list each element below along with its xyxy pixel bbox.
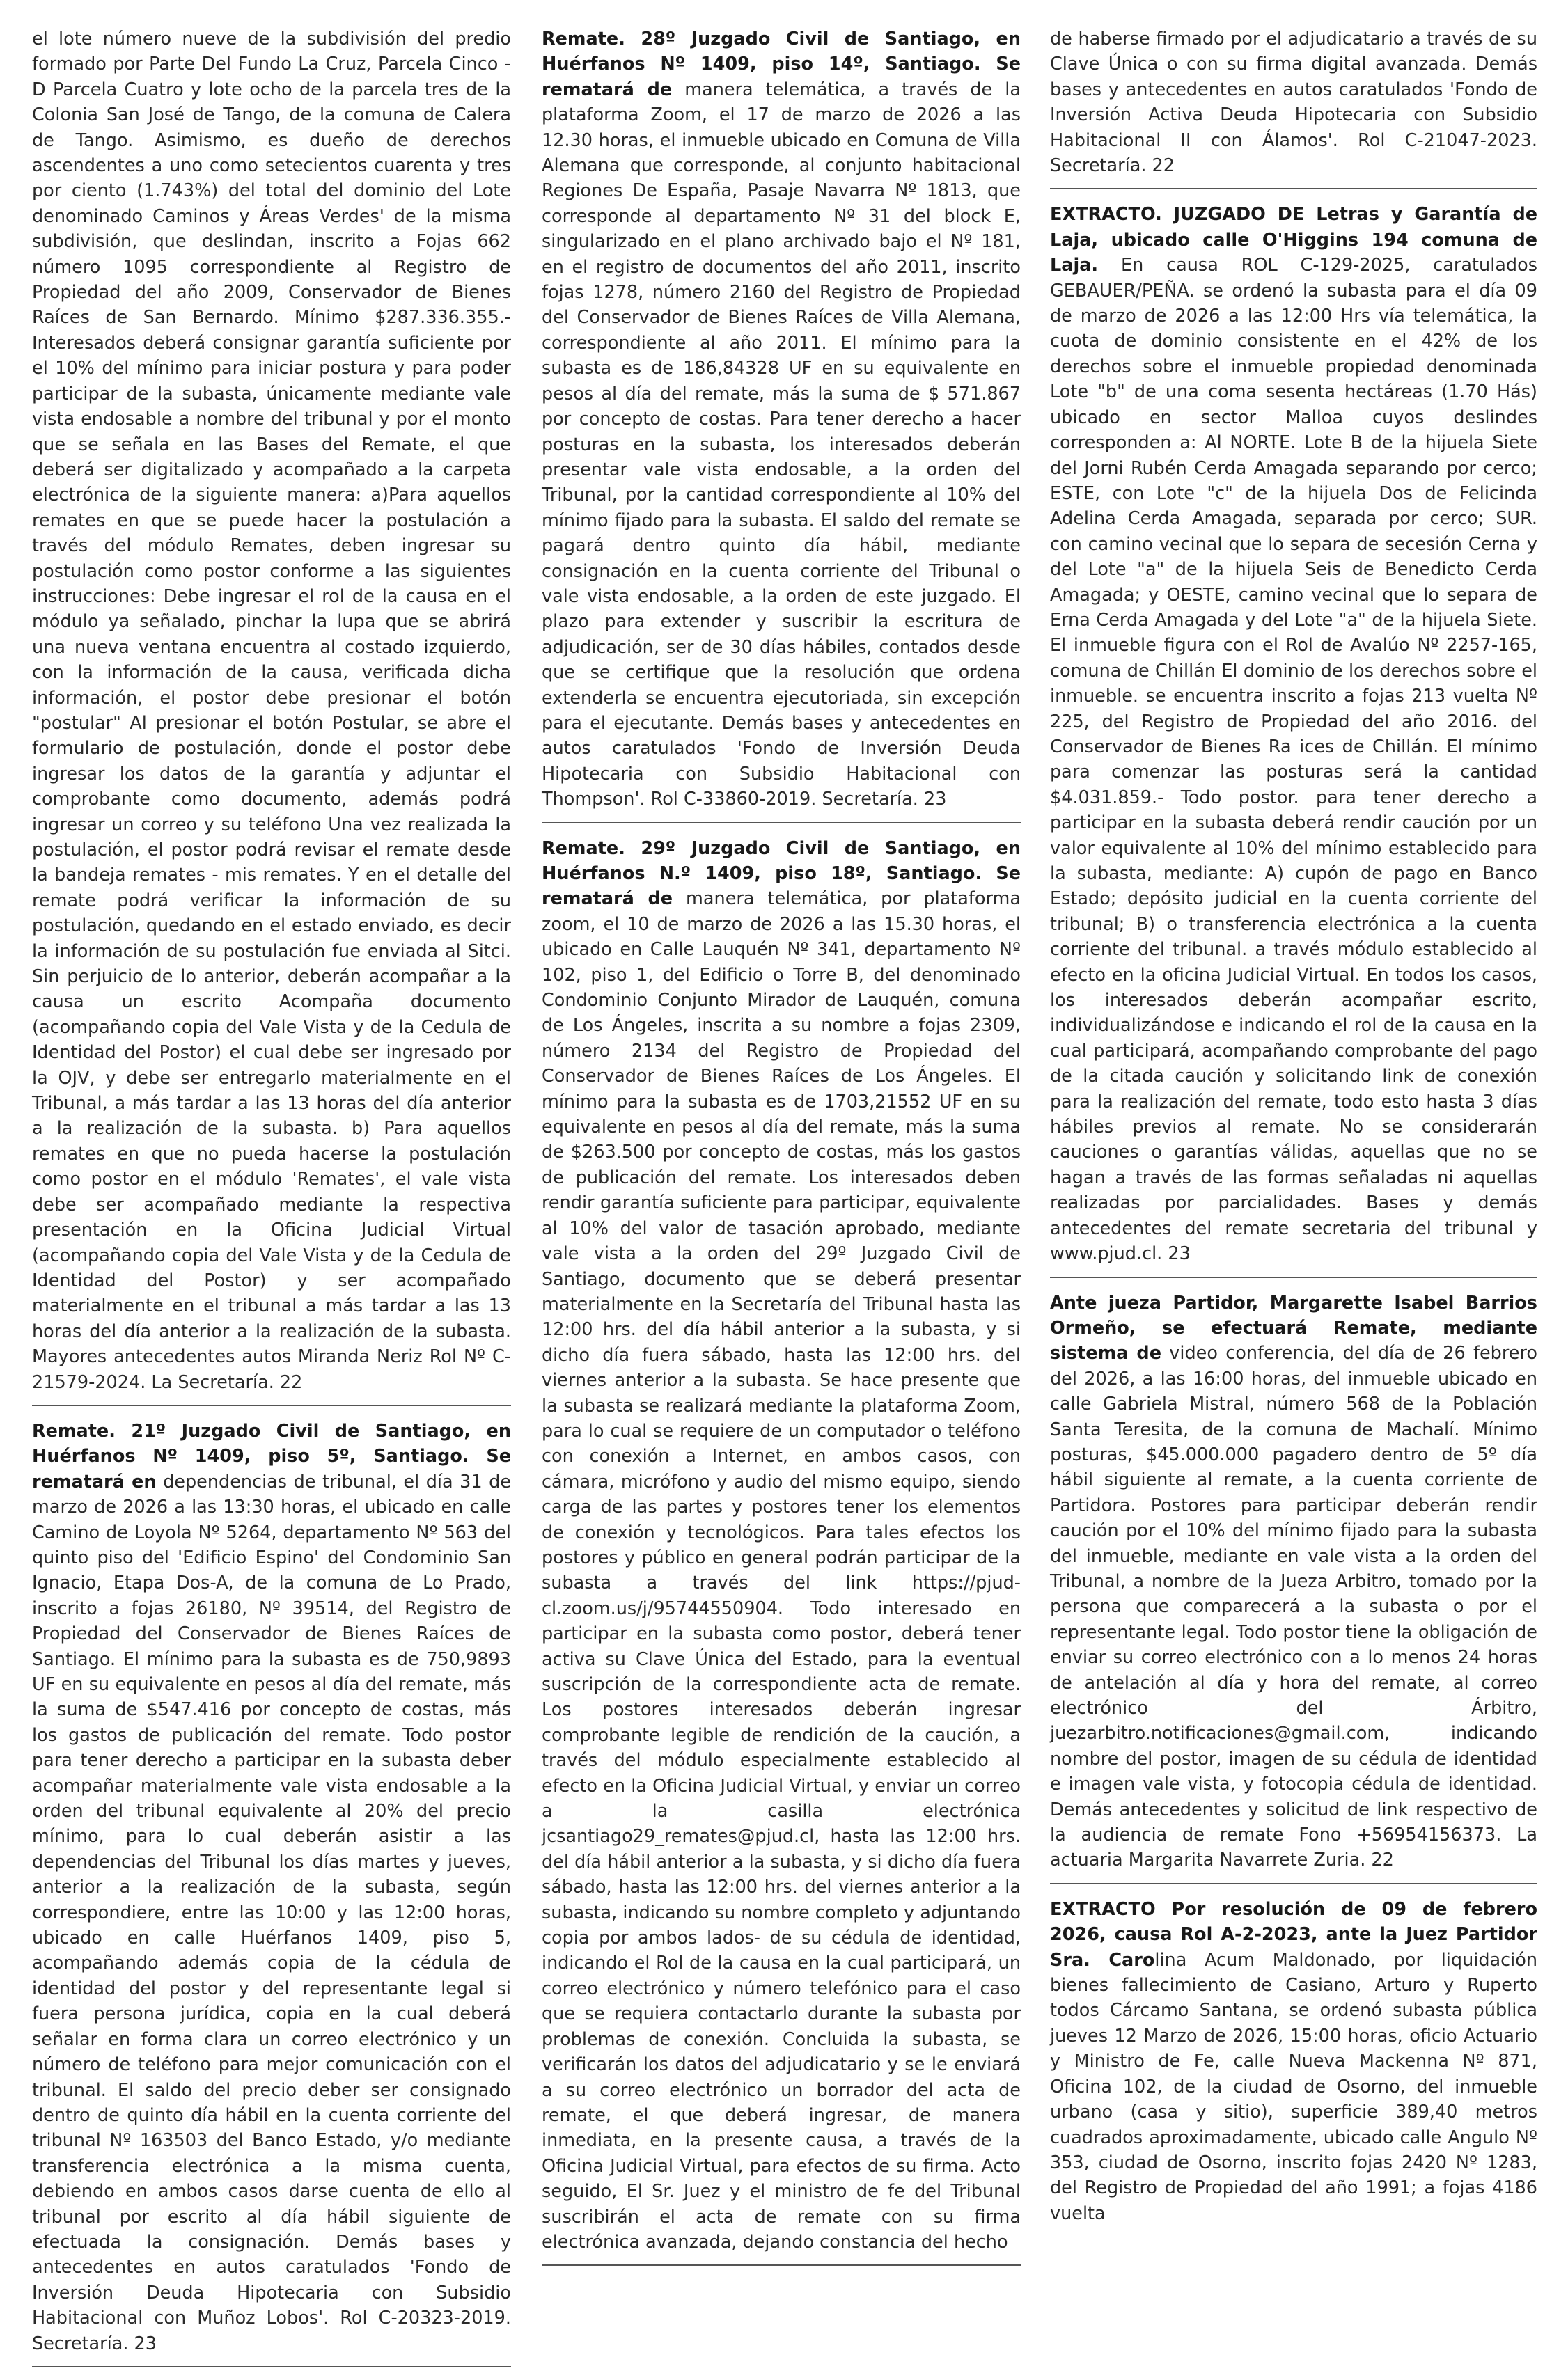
notice-body: manera telemática, por plataforma zoom, el 10 de marzo de 2026 a las 15.30 horas, el ubicado en Calle Lauquén Nº 341, departamento Nº 102, piso 1, del Edificio o Torre B, del denominado Condominio Conjunto Mirador de Lauquén, comuna de Los Ángeles, inscrita a su nombre a fojas 2309, número 2134 del Registro de Propiedad del Conservador de Bienes Raíces de Los Ángeles. El mínimo para la subasta es de 1703,21552 UF en su equivalente en pesos al día del remate, más la suma de $263.500 por concepto de costas, más los gastos de publicación del remate. Los interesados deben rendir garantía suficiente para participar, equivalente al 10% del valor de tasación aprobado, mediante vale vista a la orden del 29º Juzgado Civil de Santiago, documento que se deberá presentar materialmente en la Secretaría del Tribunal hasta las 12:00 hrs. del día hábil anterior a la subasta, y si dicho día fuera sábado, hasta las 12:00 hrs. del viernes anterior a la subasta. Se hace presente que la subasta se realizará mediante la plataforma Zoom, para lo cual se requiere de un computador o teléfono con conexión a Internet, en ambos casos, con cámara, micrófono y audio del mismo equipo, siendo carga de las partes y postores tener los elementos de conexión y tecnológicos. Para tales efectos los postores y público en general podrán participar de la subasta a través del link https://pjud-cl.zoom.us/j/95744550904. Todo interesado en participar en la subasta como postor, deberá tener activa su Clave Única del Estado, para la eventual suscripción de la correspondiente acta de remate. Los postores interesados deberán ingresar comprobante legible de rendición de la caución, a través del módulo especialmente establecido al efecto en la Oficina Judicial Virtual, y enviar un correo a la casilla electrónica jcsantiago29_remates@pjud.cl, hasta las 12:00 hrs. del día hábil anterior a la subasta, y si dicho día fuera sábado, hasta las 12:00 hrs. del viernes anterior a la subasta, indicando su nombre completo y adjuntando copia por ambos lados- de su cédula de identidad, indicando el Rol de la causa en la cual participará, un correo electrónico y número telefónico para el caso que se requiera contactarlo durante la subasta por problemas de conexión. Concluida la subasta, se verificarán los datos del adjudicatario y se le enviará a su correo electrónico un borrador del acta de remate, el que deberá ingresar, de manera inmediata, en la presente causa, a través de la Oficina Judicial Virtual, para efectos de su firma. Acto seguido, El Sr. Juez y el ministro de fe del Tribunal suscribirán el acta de remate con su firma electrónica avanzada, dejando constancia del hecho [542,888,1021,2253]
notice-divider [1050,1883,1537,1884]
notice-heading: Remate. 21º Juzgado Civil de Santiago, en Huérfanos Nº 1409, piso 5º, Santiago. Se rematará en [32,1420,511,1492]
notice-heading: Remate. 28º Juzgado Civil de Santiago, en Huérfanos Nº 1409, piso 14º, Santiago. Se rematará de [542,29,1021,100]
notice-heading: EXTRACTO. JUZGADO DE Letras y Garantía de Laja, ubicado calle O'Higgins 194 comuna de Laja. [1050,204,1537,276]
notice-heading: Remate. 29º Juzgado Civil de Santiago, en Huérfanos N.º 1409, piso 18º, Santiago. Se rematará de [542,837,1021,910]
notice-divider [1050,188,1537,189]
notice-29-juzgado-civil [542,836,1021,2255]
notice-21-juzgado-civil [32,1419,511,2356]
notice-heading: EXTRACTO Por resolución de 09 de febrero 2026, causa Rol A-2-2023, ante la Juez Partidor Sra. Caro [1050,1898,1537,1971]
column-right [1050,26,1537,2226]
notice-28-juzgado-civil [542,26,1021,812]
notice-body: el lote número nueve de la subdivisión del predio formado por Parte Del Fundo La Cruz, Parcela Cinco -D Parcela Cuatro y lote ocho de la parcela tres de la Colonia San José de Tango, de la comuna de Calera de Tango. Asimismo, es dueño de derechos ascendentes a uno como setecientos cuarenta y tres por ciento (1.743%) del total del dominio del Lote denominado Caminos y Áreas Verdes' de la misma subdivisión, que deslindan, inscrito a Fojas 662 número 1095 correspondiente al Registro de Propiedad del año 2009, Conservador de Bienes Raíces de San Bernardo. Mínimo $287.336.355.- Interesados deberá consignar garantía suficiente por el 10% del mínimo para iniciar postura y para poder participar de la subasta, únicamente mediante vale vista endosable a nombre del tribunal y por el monto que se señala en las Bases del Remate, el que deberá ser digitalizado y acompañado a la carpeta electrónica de la siguiente manera: a)Para aquellos remates en que se puede hacer la postulación a través del módulo Remates, deben ingresar su postulación como postor conforme a las siguientes instrucciones: Debe ingresar el rol de la causa en el módulo ya señalado, pinchar la lupa que se abrirá una nueva ventana encuentra al costado izquierdo, con la información de la causa, verificada dicha información, el postor debe presionar el botón "postular" Al presionar el botón Postular, se abre el formulario de postulación, donde el postor debe ingresar los datos de la garantía y adjuntar el comprobante como documento, además podrá ingresar un correo y su teléfono Una vez realizada la postulación, el postor podrá revisar el remate desde la bandeja remates - mis remates. Y en el detalle del remate podrá verificar la información de su postulación, quedando en el estado enviado, es decir la información de su postulación fue enviada al Sitci. Sin perjuicio de lo anterior, deberán acompañar a la causa un escrito Acompaña documento (acompañando copia del Vale Vista y de la Cedula de Identidad del Postor) el cual debe ser ingresado por la OJV, y debe ser entregarlo materialmente en el Tribunal, a más tardar a las 13 horas del día anterior a la realización de la subasta. b) Para aquellos remates en que no pueda hacerse la postulación como postor en el módulo 'Remates', el vale vista debe ser acompañado mediante la respectiva presentación en la Oficina Judicial Virtual (acompañando copia del Vale Vista y de la Cedula de Identidad del Postor) y ser acompañado materialmente en el tribunal a más tardar a las 13 horas del día anterior a la realización de la subasta. Mayores antecedentes autos Miranda Neriz Rol Nº C-21579-2024. La Secretaría. 22 [32,29,511,1393]
notice-heading: Ante jueza Partidor, Margarette Isabel Barrios Ormeño, se efectuará Remate, mediante sistema de [1050,1292,1537,1364]
notice-body: lina Acum Maldonado, por liquidación bienes fallecimiento de Casiano, Arturo y Ruperto todos Cárcamo Santana, se ordenó subasta pública jueves 12 Marzo de 2026, 15:00 horas, oficio Actuario y Ministro de Fe, calle Nueva Mackenna Nº 871, Oficina 102, de la ciudad de Osorno, del inmueble urbano (casa y sitio), superficie 389,40 metros cuadrados aproximadamente, ubicado calle Angulo Nº 353, ciudad de Osorno, inscrito fojas 2420 Nº 1283, del Registro de Propiedad del año 1991; a fojas 4186 vuelta [1050,1949,1537,2224]
notice-body: video conferencia, del día de 26 febrero del 2026, a las 16:00 horas, del inmueble ubicado en calle Gabriela Mistral, número 568 de la Población Santa Teresita, de la comuna de Machalí. Mínimo posturas, $45.000.000 pagadero dentro de 5º día hábil siguiente al remate, a la cuenta corriente de Partidora. Postores para participar deberán rendir caución por el 10% del mínimo fijado para la subasta del inmueble, mediante en vale vista a la orden del Tribunal, a nombre de la Jueza Arbitro, tomado por la persona que comparecerá a la subasta o por el representante legal. Todo postor tiene la obligación de enviar su correo electrónico con a lo menos 24 horas de antelación al día y hora del remate, al correo electrónico del Árbitro, juezarbitro.notificaciones@gmail.com, indicando nombre del postor, imagen de su cédula de identidad e imagen vale vista, y fotocopia cédula de identidad. Demás antecedentes y solicitud de link respectivo de la audiencia de remate Fono +56954156373. La actuaria Margarita Navarrete Zuria. 22 [1050,1343,1537,1871]
notice-divider [542,822,1021,823]
notice-continued-alamos [1050,26,1537,178]
notice-body: dependencias de tribunal, el día 31 de marzo de 2026 a las 13:30 horas, el ubicado en calle Camino de Loyola Nº 5264, departamento Nº 563 del quinto piso del 'Edificio Espino' del Condominio San Ignacio, Etapa Dos-A, de la comuna de Lo Prado, inscrito a fojas 26180, Nº 39514, del Registro de Propiedad del Conservador de Bienes Raíces de Santiago. El mínimo para la subasta es de 750,9893 UF en su equivalente en pesos al día del remate, más la suma de $547.416 por concepto de costas, más los gastos de publicación del remate. Todo postor para tener derecho a participar en la subasta deber acompañar materialmente vale vista endosable a la orden del tribunal equivalente al 20% del precio mínimo, para lo cual deberán asistir a las dependencias del Tribunal los días martes y jueves, anterior a la realización de la subasta, según correspondiere, entre las 10:00 y las 12:00 horas, ubicado en calle Huérfanos 1409, piso 5, acompañando además copia de la cédula de identidad del postor y del representante legal si fuera persona jurídica, copia en la cual deberá señalar en forma clara un correo electrónico y un número de teléfono para mejor comunicación con el tribunal. El saldo del precio deber ser consignado dentro de quinto día hábil en la cuenta corriente del tribunal Nº 163503 del Banco Estado, y/o mediante transferencia electrónica a la misma cuenta, debiendo en ambos casos darse cuenta de ello al tribunal por escrito al día hábil siguiente de efectuada la consignación. Demás bases y antecedentes en autos caratulados 'Fondo de Inversión Deuda Hipotecaria con Subsidio Habitacional con Muñoz Lobos'. Rol C-20323-2019. Secretaría. 23 [32,1471,511,2354]
notice-continued-miranda-neriz [32,26,511,1395]
notice-divider [542,2264,1021,2266]
notice-jueza-partidor-machali [1050,1291,1537,1873]
notice-body: de haberse firmado por el adjudicatario a través de su Clave Única o con su firma digital avanzada. Demás bases y antecedentes en autos caratulados 'Fondo de Inversión Activa Deuda Hipotecaria con Subsidio Habitacional II con Álamos'. Rol C-21047-2023. Secretaría. 22 [1050,29,1537,177]
notice-body: manera telemática, a través de la plataforma Zoom, el 17 de marzo de 2026 a las 12.30 horas, el inmueble ubicado en Comuna de Villa Alemana que corresponde, al conjunto habitacional Regiones De España, Pasaje Navarra Nº 1813, que corresponde al departamento Nº 31 del block E, singularizado en el plano archivado bajo el Nº 181, en el registro de documentos del año 2011, inscrito fojas 1278, número 2160 del Registro de Propiedad del Conservador de Bienes Raíces de Villa Alemana, correspondiente al año 2011. El mínimo para la subasta es de 186,84328 UF en su equivalente en pesos al día del remate, más la suma de $ 571.867 por concepto de costas. Para tener derecho a hacer posturas en la subasta, los interesados deberán presentar vale vista endosable, a la orden del Tribunal, por la cantidad correspondiente al 10% del mínimo fijado para la subasta. El saldo del remate se pagará dentro quinto día hábil, mediante consignación en la cuenta corriente del Tribunal o vale vista endosable, a la orden de este juzgado. El plazo para extender y suscribir la escritura de adjudicación, ser de 30 días hábiles, contados desde que se certifique que la resolución que ordena extenderla se encuentra ejecutoriada, sin excepción para el ejecutante. Demás bases y antecedentes en autos caratulados 'Fondo de Inversión Deuda Hipotecaria con Subsidio Habitacional con Thompson'. Rol C-33860-2019. Secretaría. 23 [542,79,1021,810]
column-middle [542,26,1021,2278]
notice-body: En causa ROL C-129-2025, caratulados GEBAUER/PEÑA. se ordenó la subasta para el día 09 de marzo de 2026 a las 12:00 Hrs vía telemática, la cuota de dominio consistente en el 42% de los derechos sobre el inmueble propiedad denominada Lote "b" de una coma sesenta hectáreas (1.70 Hás) ubicado en sector Malloa cuyos deslindes corresponden a: Al NORTE. Lote B de la hijuela Siete del Jorni Rubén Cerda Amagada separando por cerco; ESTE, con Lote "c" de la hijuela Dos de Felicinda Adelina Cerda Amagada, separada por cerco; SUR. con camino vecinal que lo separa de secesión Cerna y del Lote "a" de la hijuela Seis de Benedicto Cerda Amagada; y OESTE, camino vecinal que lo separa de Erna Cerda Amagada y del Lote "a" de la hijuela Siete. El inmueble figura con el Rol de Avalúo Nº 2257-165, comuna de Chillán El dominio de los derechos sobre el inmueble. se encuentra inscrito a fojas 213 vuelta Nº 225, del Registro de Propiedad del año 2016. del Conservador de Bienes Ra ices de Chillán. El mínimo para comenzar las posturas será la cantidad $4.031.859.- Todo postor. para tener derecho a participar en la subasta deberá rendir caución por un valor equivalente al 10% del mínimo establecido para la subasta, mediante: A) cupón de pago en Banco Estado; depósito judicial en la cuenta corriente del tribunal; B) o transferencia electrónica a la cuenta corriente del tribunal. a través módulo establecido al efecto en la oficina Judicial Virtual. En todos los casos, los interesados deberán acompañar escrito, individualizándose e indicando el rol de la causa en la cual participará, acompañando comprobante del pago de la citada caución y solicitando link de conexión para la realización del remate, todo esto hasta 3 días hábiles previos al remate. No se considerarán cauciones o garantías válidas, aquellas que no se hagan a través de las formas señaladas ni aquellas realizadas por parcialidades. Bases y demás antecedentes del remate secretaria del tribunal y www.pjud.cl. 23 [1050,255,1537,1265]
notice-divider [32,2366,511,2367]
column-left [32,26,511,2380]
notice-extracto-osorno [1050,1897,1537,2226]
notice-extracto-laja [1050,202,1537,1266]
notice-divider [32,1405,511,1406]
notice-divider [1050,1277,1537,1278]
